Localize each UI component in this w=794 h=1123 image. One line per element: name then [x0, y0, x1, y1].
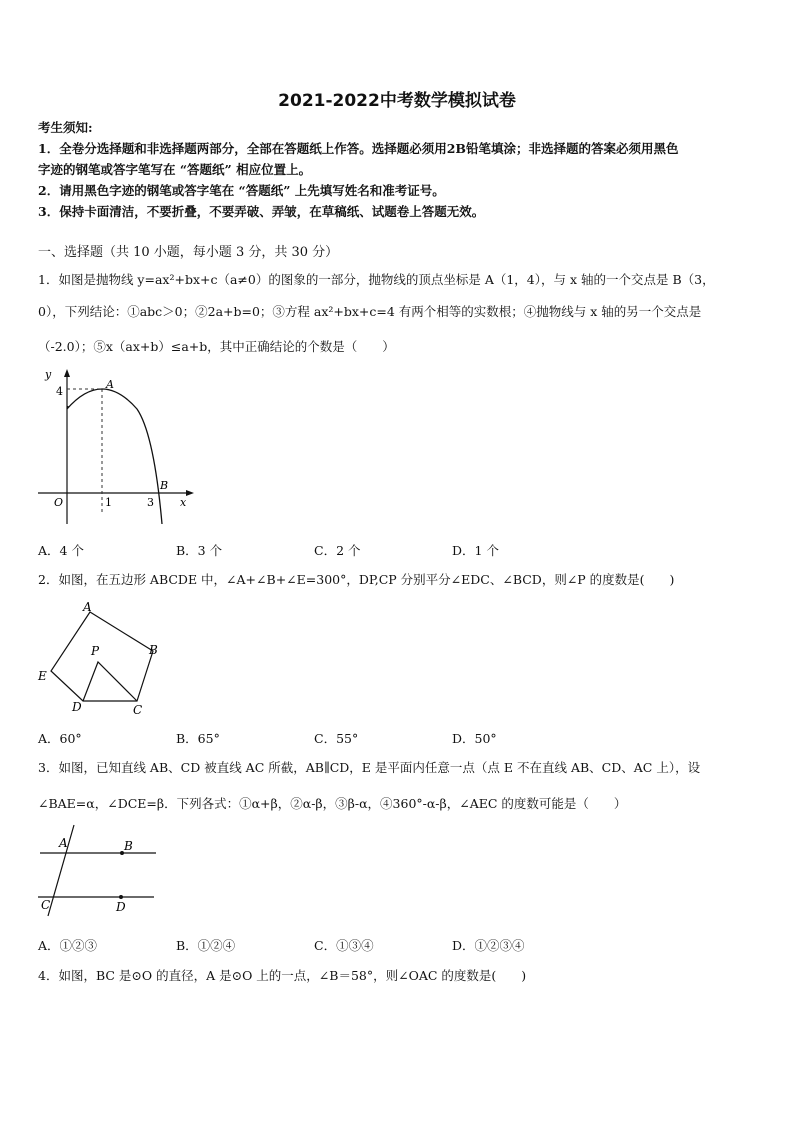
q2-fig-d: D	[72, 700, 82, 714]
notice-line-3: 2．请用黑色字迹的钢笔或答字笔在 “答题纸” 上先填写姓名和准考证号。	[38, 183, 445, 198]
q2-fig-c: C	[133, 703, 143, 717]
q1-line-1: 1．如图是抛物线 y=ax²+bx+c（a≠0）的图象的一部分，抛物线的顶点坐标是 A（1，4），与 x 轴的一个交点是 B（3，	[38, 272, 715, 287]
q2-fig-a: A	[83, 600, 92, 614]
section-heading: 一、选择题（共 10 小题，每小题 3 分，共 30 分）	[38, 245, 339, 260]
q3-option-c[interactable]: C．①③④	[314, 938, 374, 953]
q3-fig-d: D	[116, 900, 126, 914]
q1-fig-tick-1: 1	[105, 496, 112, 509]
q4-line-1: 4．如图，BC 是⊙O 的直径，A 是⊙O 上的一点，∠B＝58°，则∠OAC 的度数是( )	[38, 968, 527, 983]
q1-fig-tick-3: 3	[147, 496, 154, 509]
q1-fig-tick-4: 4	[56, 385, 63, 398]
q1-option-a[interactable]: A．4 个	[38, 543, 84, 558]
q3-fig-b: B	[124, 839, 133, 853]
q2-option-a[interactable]: A．60°	[38, 731, 82, 746]
q3-option-b[interactable]: B．①②④	[176, 938, 236, 953]
notice-line-1: 1．全卷分选择题和非选择题两部分，全部在答题纸上作答。选择题必须用2B铅笔填涂；非选择题的答案必须用黑色	[38, 141, 679, 156]
q3-parallel-lines-figure	[36, 822, 160, 918]
notice-line-2: 字迹的钢笔或答字笔写在 “答题纸” 相应位置上。	[38, 162, 312, 177]
q2-option-d[interactable]: D．50°	[452, 731, 497, 746]
q3-fig-c: C	[41, 898, 51, 912]
q1-parabola-figure	[34, 364, 198, 528]
q3-line-2: ∠BAE=α，∠DCE=β．下列各式：①α+β，②α-β，③β-α，④360°-α-β，∠AEC 的度数可能是（ ）	[38, 796, 627, 811]
q1-option-c[interactable]: C．2 个	[314, 543, 361, 558]
q2-fig-e: E	[38, 669, 47, 683]
q1-option-d[interactable]: D．1 个	[452, 543, 499, 558]
q2-option-c[interactable]: C．55°	[314, 731, 359, 746]
q1-line-2: 0），下列结论：①abc＞0；②2a+b=0；③方程 ax²+bx+c=4 有两个相等的实数根；④抛物线与 x 轴的另一个交点是	[38, 304, 702, 319]
q3-option-a[interactable]: A．①②③	[38, 938, 98, 953]
notice-heading: 考生须知:	[38, 120, 93, 135]
q1-fig-point-a: A	[106, 378, 114, 391]
exam-title: 2021-2022中考数学模拟试卷	[278, 91, 516, 111]
q2-line-1: 2．如图，在五边形 ABCDE 中，∠A+∠B+∠E=300°，DP,CP 分别平分∠EDC、∠BCD，则∠P 的度数是( )	[38, 572, 675, 587]
q1-fig-x-label: x	[180, 496, 187, 509]
q3-option-d[interactable]: D．①②③④	[452, 938, 525, 953]
q2-pentagon-figure	[36, 598, 162, 718]
q2-fig-b: B	[149, 643, 158, 657]
q3-fig-a: A	[59, 836, 68, 850]
q2-fig-p: P	[91, 644, 100, 658]
q1-line-3: （-2.0）；⑤x（ax+b）≤a+b，其中正确结论的个数是（ ）	[38, 339, 395, 354]
q1-fig-origin: O	[54, 496, 64, 509]
q1-fig-y-label: y	[45, 368, 52, 381]
q3-line-1: 3．如图，已知直线 AB、CD 被直线 AC 所截，AB∥CD，E 是平面内任意一点（点 E 不在直线 AB、CD、AC 上），设	[38, 760, 701, 775]
q1-option-b[interactable]: B．3 个	[176, 543, 223, 558]
q1-fig-point-b: B	[160, 479, 169, 492]
notice-line-4: 3．保持卡面清洁，不要折叠，不要弄破、弄皱，在草稿纸、试题卷上答题无效。	[38, 204, 485, 219]
q2-option-b[interactable]: B．65°	[176, 731, 220, 746]
